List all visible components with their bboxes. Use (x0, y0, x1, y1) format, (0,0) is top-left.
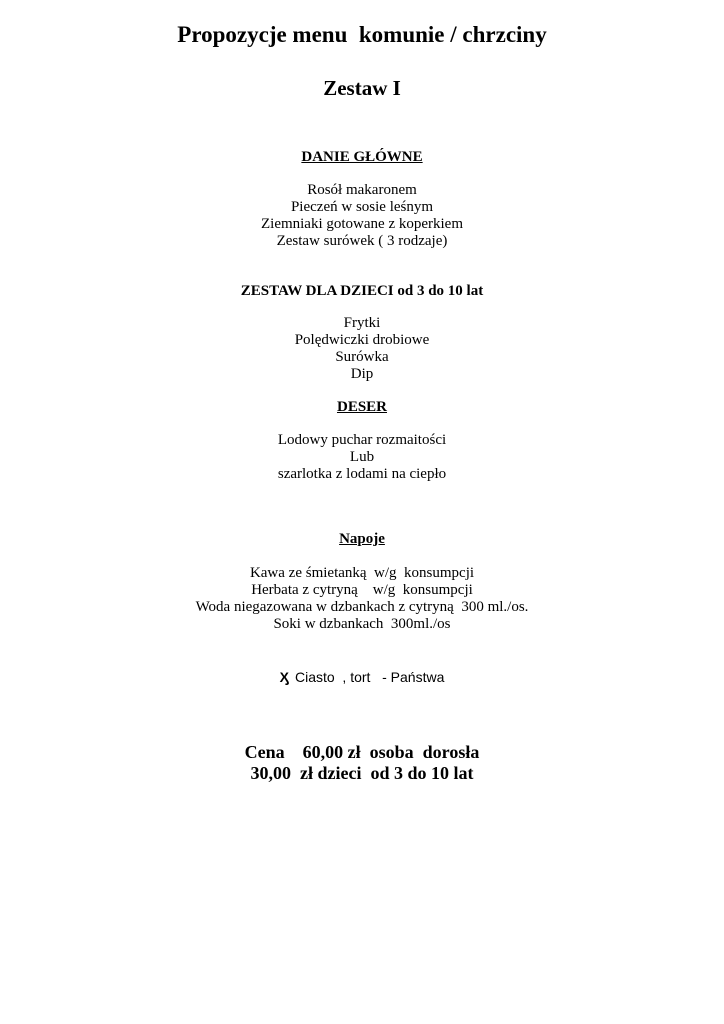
cake-note (0, 669, 724, 685)
dessert-heading: DESER (336, 399, 388, 415)
list-item: szarlotka z lodami na ciepło (277, 466, 447, 482)
list-item: Herbata z cytryną w/g konsumpcji (251, 582, 473, 598)
cake-note-text: Ciasto , tort - Państwa (294, 669, 445, 685)
price-adult: Cena 60,00 zł osoba dorosła (244, 742, 480, 762)
kids-set-heading: ZESTAW DLA DZIECI od 3 do 10 lat (240, 283, 484, 299)
list-item: Kawa ze śmietanką w/g konsumpcji (249, 565, 475, 581)
main-course-heading: DANIE GŁÓWNE (301, 149, 423, 165)
list-item: Dip (350, 366, 374, 382)
list-item: Pieczeń w sosie leśnym (290, 199, 434, 215)
price-kids: 30,00 zł dzieci od 3 do 10 lat (250, 763, 474, 783)
set-title: Zestaw I (323, 76, 401, 100)
kids-set-list (0, 315, 724, 383)
bullet-icon: Ӽ (279, 669, 289, 685)
list-item: Soki w dzbankach 300ml./os (273, 616, 451, 632)
list-item: Rosół makaronem (307, 182, 417, 198)
dessert-list (0, 432, 724, 483)
list-item: Surówka (335, 349, 389, 365)
list-item: Ziemniaki gotowane z koperkiem (260, 216, 464, 232)
list-item: Lodowy puchar rozmaitości (277, 432, 447, 448)
list-item: Woda niegazowana w dzbankach z cytryną 300 ml./os. (195, 599, 529, 615)
list-item: Lub (349, 449, 375, 465)
page-title: Propozycje menu komunie / chrzciny (177, 22, 547, 47)
list-item: Zestaw surówek ( 3 rodzaje) (276, 233, 448, 249)
drinks-list (0, 565, 724, 633)
main-course-list (0, 182, 724, 250)
list-item: Frytki (343, 315, 381, 331)
list-item: Polędwiczki drobiowe (294, 332, 430, 348)
price-block (0, 742, 724, 784)
drinks-heading: Napoje (339, 531, 385, 547)
